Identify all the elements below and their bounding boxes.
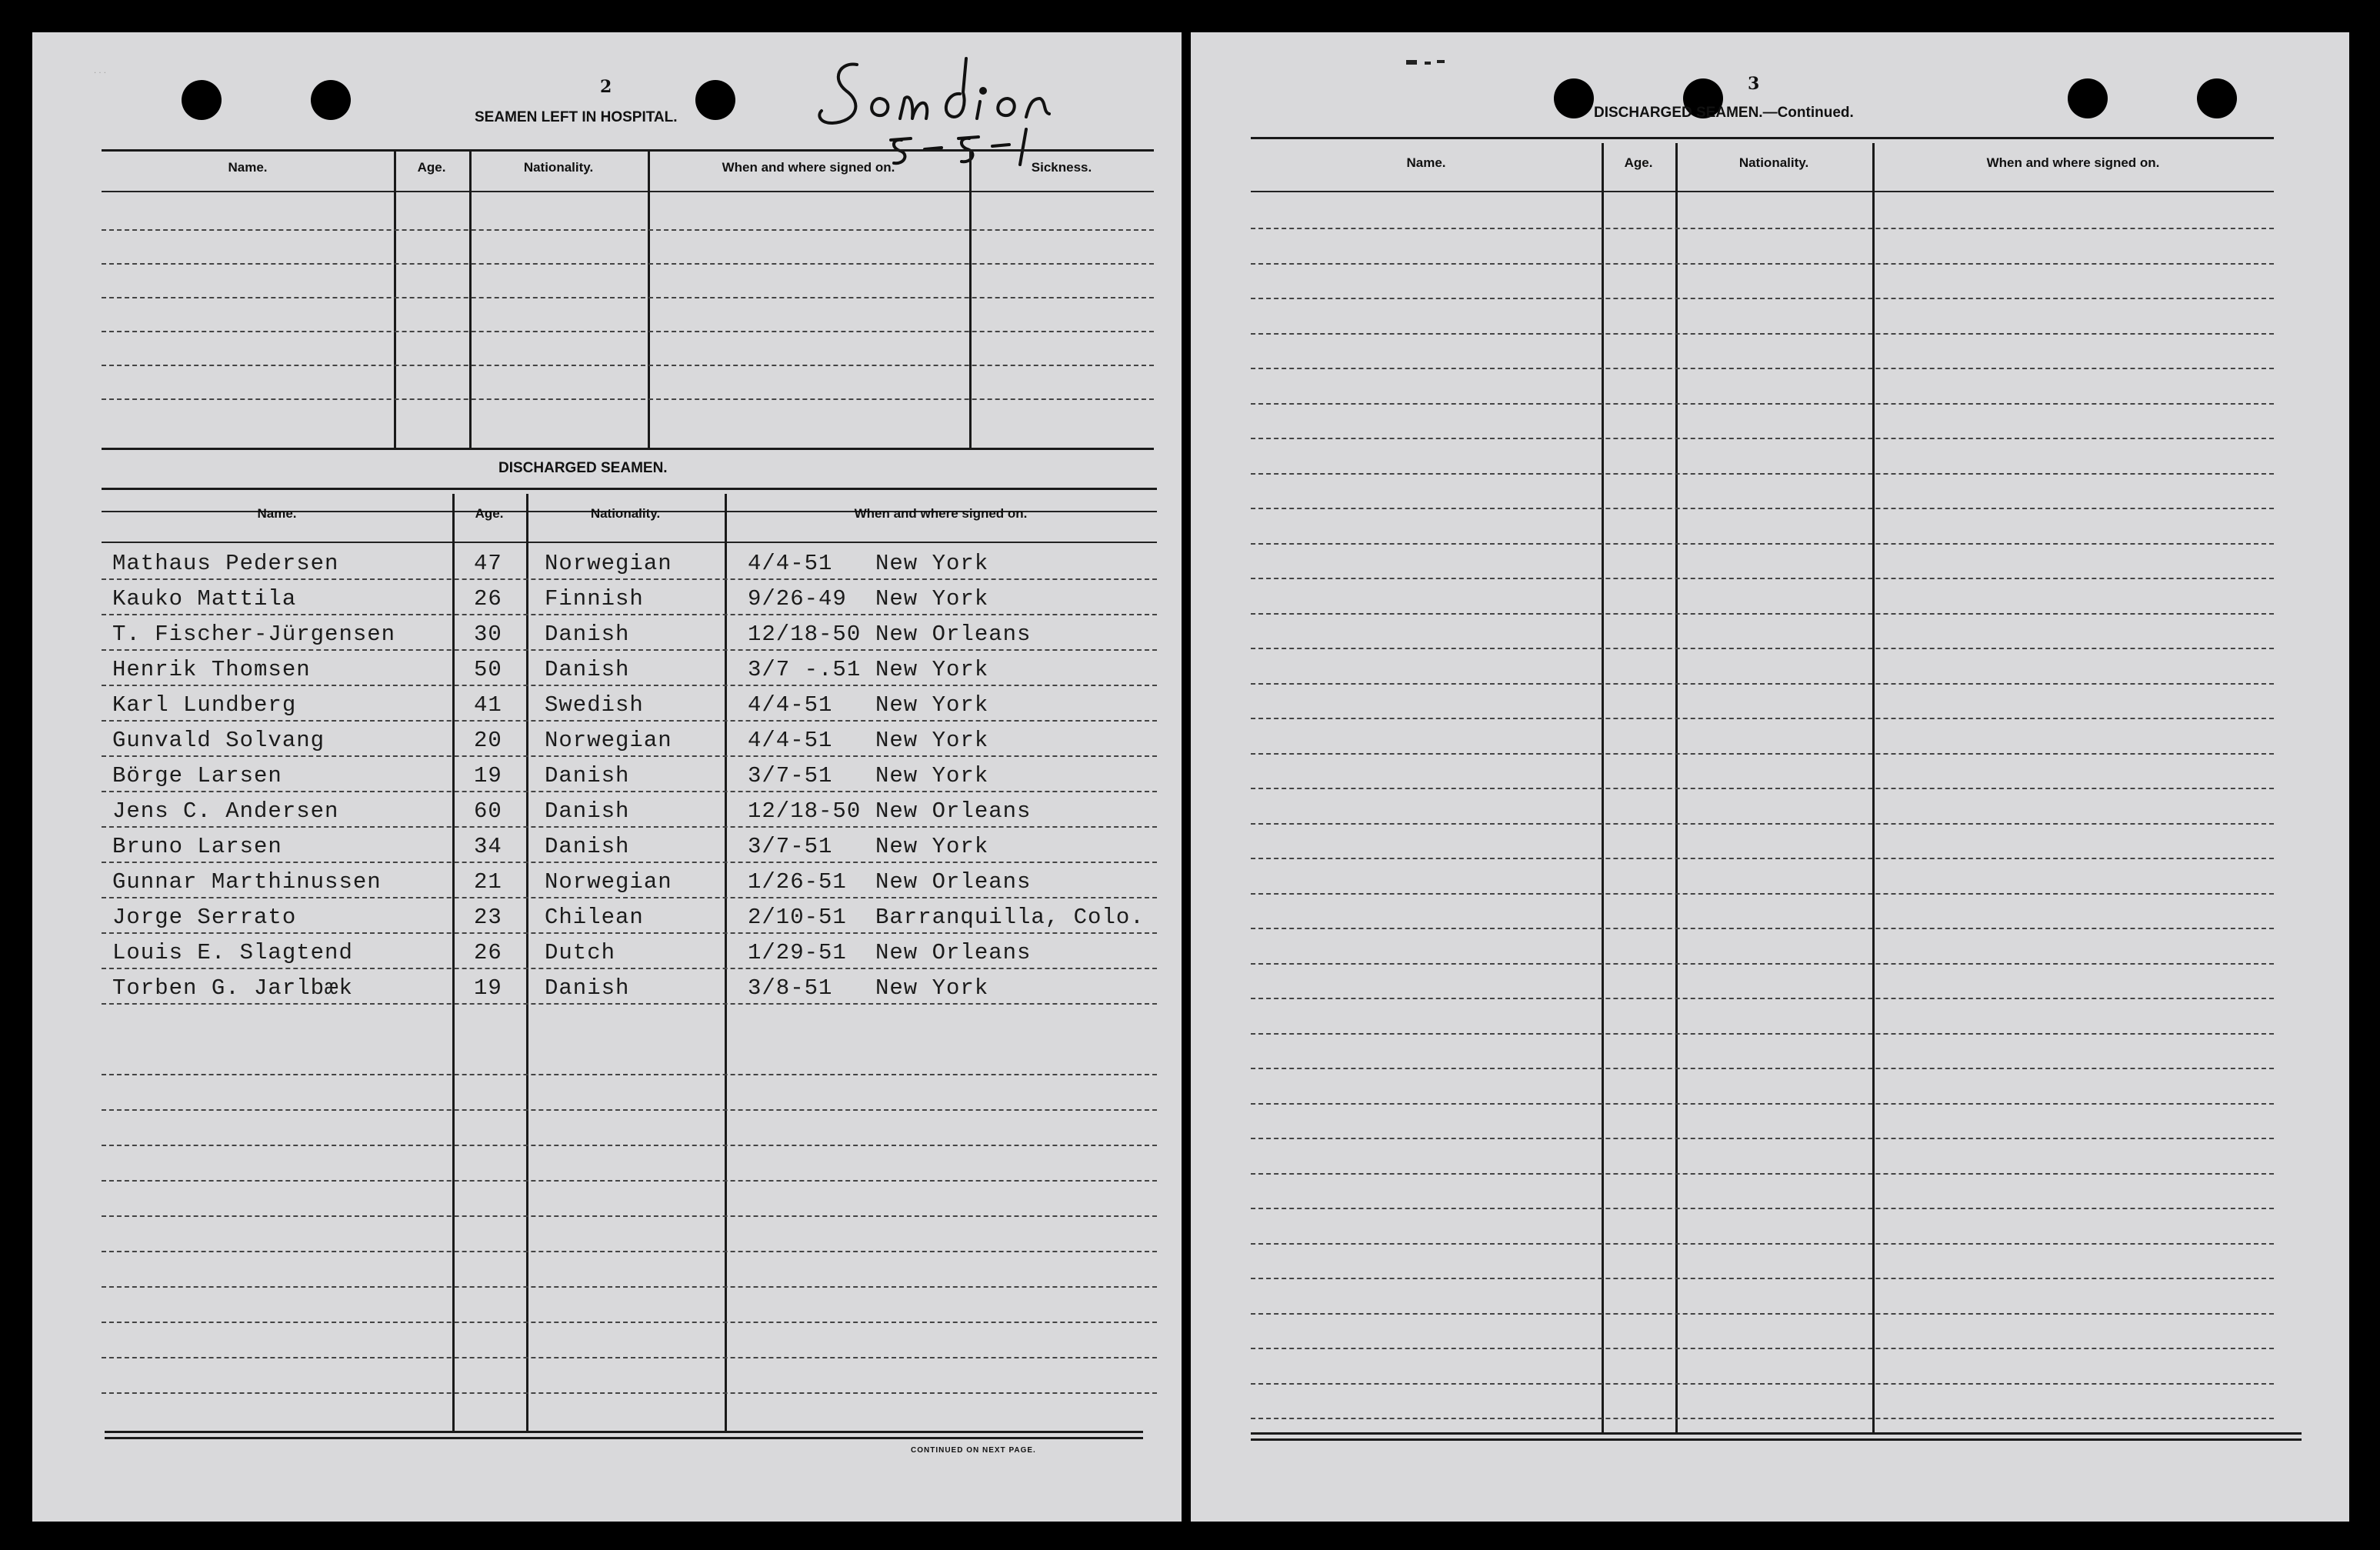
entry-line <box>1251 998 2274 999</box>
cell-place: New York <box>875 586 989 612</box>
entry-line <box>1251 1383 2274 1385</box>
column-header-name: Name. <box>257 506 297 521</box>
cell-name: Jorge Serrato <box>112 905 297 930</box>
cell-nationality: Dutch <box>545 940 616 965</box>
cell-place: New Orleans <box>875 869 1032 895</box>
cell-name: Kauko Mattila <box>112 586 297 612</box>
entry-line <box>1251 1348 2274 1349</box>
cell-age: 26 <box>474 940 502 965</box>
rule <box>102 488 1157 490</box>
cell-place: New York <box>875 657 989 682</box>
cell-place: New Orleans <box>875 798 1032 824</box>
ink-smudge <box>1406 60 1417 65</box>
cell-place: New York <box>875 834 989 859</box>
entry-line <box>102 1215 1157 1217</box>
entry-line <box>102 1286 1157 1288</box>
punch-hole <box>1554 78 1594 118</box>
cell-nationality: Danish <box>545 622 630 647</box>
cell-place: New York <box>875 551 989 576</box>
cell-age: 19 <box>474 975 502 1001</box>
cell-name: Gunvald Solvang <box>112 728 325 753</box>
entry-line <box>102 263 1154 265</box>
ink-smudge <box>1425 62 1431 65</box>
entry-line <box>102 968 1157 969</box>
entry-line <box>102 1357 1157 1358</box>
rule <box>102 191 1154 192</box>
cell-name: Börge Larsen <box>112 763 282 788</box>
punch-hole <box>311 80 351 120</box>
cell-nationality: Danish <box>545 798 630 824</box>
column-rule <box>969 149 972 449</box>
cell-name: Karl Lundberg <box>112 692 297 718</box>
cell-name: Louis E. Slagtend <box>112 940 353 965</box>
cell-age: 21 <box>474 869 502 895</box>
cell-place: New Orleans <box>875 940 1032 965</box>
column-header-sickness: Sickness. <box>1031 160 1092 175</box>
entry-line <box>102 897 1157 898</box>
punch-hole <box>695 80 735 120</box>
entry-line <box>1251 893 2274 895</box>
right-page <box>1191 32 2349 1522</box>
column-rule <box>452 494 455 1432</box>
cell-nationality: Norwegian <box>545 551 672 576</box>
entry-line <box>1251 1278 2274 1279</box>
entry-line <box>102 826 1157 828</box>
entry-line <box>1251 578 2274 579</box>
entry-line <box>1251 683 2274 685</box>
cell-age: 41 <box>474 692 502 718</box>
cell-date: 4/4-51 <box>748 692 833 718</box>
entry-line <box>102 720 1157 722</box>
column-header-signed-on: When and where signed on. <box>854 506 1028 521</box>
entry-line <box>102 229 1154 231</box>
continued-note: CONTINUED ON NEXT PAGE. <box>911 1446 1036 1455</box>
cell-name: Gunnar Marthinussen <box>112 869 382 895</box>
cell-date: 3/7 -.51 <box>748 657 862 682</box>
cell-age: 19 <box>474 763 502 788</box>
rule <box>1251 137 2274 139</box>
entry-line <box>102 649 1157 651</box>
entry-line <box>102 791 1157 792</box>
rule <box>105 1437 1143 1439</box>
rule <box>105 1431 1143 1433</box>
cell-age: 60 <box>474 798 502 824</box>
entry-line <box>102 331 1154 332</box>
entry-line <box>1251 438 2274 439</box>
cell-date: 2/10-51 <box>748 905 847 930</box>
column-header-name: Name. <box>1406 155 1446 170</box>
entry-line <box>1251 1418 2274 1419</box>
entry-line <box>1251 263 2274 265</box>
cell-name: Jens C. Andersen <box>112 798 339 824</box>
entry-line <box>102 1392 1157 1394</box>
entry-line <box>1251 1208 2274 1209</box>
rule <box>1251 191 2274 192</box>
cell-date: 3/8-51 <box>748 975 833 1001</box>
entry-line <box>102 1180 1157 1182</box>
rule <box>102 542 1157 543</box>
cell-date: 4/4-51 <box>748 728 833 753</box>
cell-name: T. Fischer-Jürgensen <box>112 622 396 647</box>
cell-date: 12/18-50 <box>748 622 862 647</box>
cell-date: 3/7-51 <box>748 763 833 788</box>
entry-line <box>1251 298 2274 299</box>
entry-line <box>1251 1103 2274 1105</box>
hospital-section-title: SEAMEN LEFT IN HOSPITAL. <box>475 109 678 125</box>
punch-hole <box>2197 78 2237 118</box>
column-header-nationality: Nationality. <box>1738 155 1809 170</box>
entry-line <box>102 932 1157 934</box>
column-header-age: Age. <box>1624 155 1653 170</box>
cell-age: 23 <box>474 905 502 930</box>
cell-date: 1/29-51 <box>748 940 847 965</box>
entry-line <box>1251 1243 2274 1245</box>
entry-line <box>1251 228 2274 229</box>
entry-line <box>102 1322 1157 1323</box>
cell-nationality: Danish <box>545 657 630 682</box>
entry-line <box>1251 648 2274 649</box>
page-number: 2 <box>600 77 612 97</box>
cell-age: 20 <box>474 728 502 753</box>
entry-line <box>1251 543 2274 545</box>
column-rule <box>725 494 727 1432</box>
entry-line <box>1251 368 2274 369</box>
column-header-age: Age. <box>417 160 446 175</box>
cell-place: Barranquilla, Colo. <box>875 905 1145 930</box>
cell-name: Mathaus Pedersen <box>112 551 339 576</box>
punch-hole <box>2068 78 2108 118</box>
column-header-name: Name. <box>228 160 268 175</box>
entry-line <box>102 614 1157 615</box>
column-header-nationality: Nationality. <box>523 160 594 175</box>
discharged-section-title: DISCHARGED SEAMEN. <box>498 460 668 476</box>
cell-nationality: Danish <box>545 763 630 788</box>
entry-line <box>1251 403 2274 405</box>
entry-line <box>1251 473 2274 475</box>
cell-nationality: Finnish <box>545 586 644 612</box>
entry-line <box>102 365 1154 366</box>
cell-nationality: Danish <box>545 975 630 1001</box>
column-rule <box>526 494 528 1432</box>
discharged-continued-title: DISCHARGED SEAMEN.—Continued. <box>1594 105 1854 121</box>
cell-age: 26 <box>474 586 502 612</box>
cell-name: Torben G. Jarlbæk <box>112 975 353 1001</box>
entry-line <box>1251 1138 2274 1139</box>
cell-nationality: Danish <box>545 834 630 859</box>
cell-place: New York <box>875 692 989 718</box>
entry-line <box>1251 508 2274 509</box>
cell-place: New Orleans <box>875 622 1032 647</box>
rule <box>1251 1432 2302 1435</box>
punch-hole <box>182 80 222 120</box>
cell-age: 47 <box>474 551 502 576</box>
entry-line <box>102 1003 1157 1005</box>
cell-nationality: Norwegian <box>545 728 672 753</box>
faint-header-text: · · · <box>94 69 106 78</box>
cell-place: New York <box>875 728 989 753</box>
entry-line <box>1251 963 2274 965</box>
entry-line <box>102 578 1157 580</box>
cell-nationality: Norwegian <box>545 869 672 895</box>
entry-line <box>102 685 1157 686</box>
cell-place: New York <box>875 763 989 788</box>
entry-line <box>1251 613 2274 615</box>
column-header-age: Age. <box>475 506 504 521</box>
cell-date: 12/18-50 <box>748 798 862 824</box>
rule <box>1251 1438 2302 1441</box>
entry-line <box>102 1145 1157 1146</box>
column-header-signed-on: When and where signed on. <box>722 160 895 175</box>
entry-line <box>1251 1313 2274 1315</box>
cell-age: 34 <box>474 834 502 859</box>
entry-line <box>1251 1068 2274 1069</box>
cell-nationality: Chilean <box>545 905 644 930</box>
entry-line <box>102 862 1157 863</box>
entry-line <box>1251 823 2274 825</box>
cell-age: 30 <box>474 622 502 647</box>
cell-date: 3/7-51 <box>748 834 833 859</box>
cell-nationality: Swedish <box>545 692 644 718</box>
cell-name: Bruno Larsen <box>112 834 282 859</box>
cell-date: 4/4-51 <box>748 551 833 576</box>
ink-smudge <box>1437 60 1445 63</box>
entry-line <box>102 755 1157 757</box>
cell-age: 50 <box>474 657 502 682</box>
entry-line <box>102 398 1154 400</box>
rule <box>102 448 1154 450</box>
column-rule <box>469 149 472 449</box>
entry-line <box>1251 788 2274 789</box>
rule <box>102 149 1154 152</box>
column-header-signed-on: When and where signed on. <box>1986 155 2160 170</box>
column-header-nationality: Nationality. <box>590 506 661 521</box>
entry-line <box>1251 1033 2274 1035</box>
entry-line <box>102 1251 1157 1252</box>
entry-line <box>1251 753 2274 755</box>
cell-date: 1/26-51 <box>748 869 847 895</box>
entry-line <box>102 1074 1157 1075</box>
page-number: 3 <box>1748 74 1760 94</box>
entry-line <box>102 297 1154 298</box>
column-rule <box>648 149 650 449</box>
entry-line <box>1251 718 2274 719</box>
entry-line <box>1251 333 2274 335</box>
cell-date: 9/26-49 <box>748 586 847 612</box>
handwritten-note <box>809 48 1148 171</box>
cell-place: New York <box>875 975 989 1001</box>
left-page <box>32 32 1182 1522</box>
entry-line <box>1251 858 2274 859</box>
entry-line <box>1251 928 2274 929</box>
column-rule <box>394 149 396 449</box>
entry-line <box>102 1109 1157 1111</box>
cell-name: Henrik Thomsen <box>112 657 311 682</box>
entry-line <box>1251 1173 2274 1175</box>
